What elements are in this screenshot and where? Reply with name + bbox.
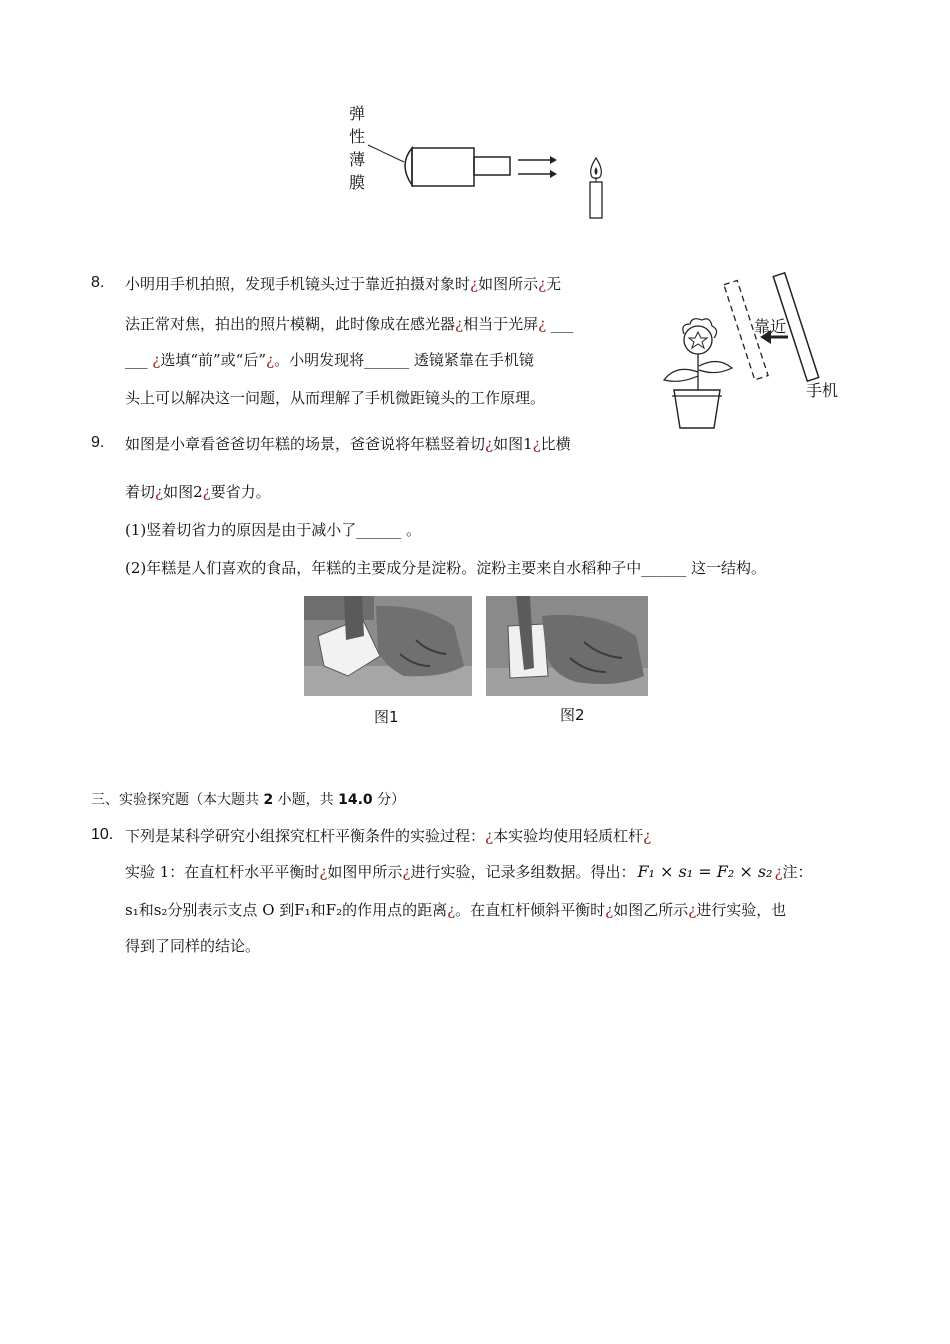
elastic-film [405, 148, 412, 185]
cutting-photo-2 [486, 596, 648, 696]
film-pointer-line [368, 145, 404, 162]
film-device-figure [360, 140, 620, 225]
q10-line: 实验 1：在直杠杆水平平衡时¿如图甲所示¿进行实验，记录多组数据。得出： F₁ × s₁ = F₂ × s₂ ¿注： [125, 862, 813, 881]
q9-line: 如图是小章看爸爸切年糕的场景，爸爸说将年糕竖着切¿如图1¿比横 [125, 435, 571, 453]
near-label: 靠近 [754, 317, 787, 336]
q8-line: 法正常对焦，拍出的照片模糊，此时像成在感光器¿相当于光屏¿ ___ [125, 315, 574, 333]
q10-line: 得到了同样的结论。 [125, 937, 261, 955]
q10-line: s₁和s₂分别表示支点 O 到F₁和F₂的作用点的距离¿。在直杠杆倾斜平衡时¿如图乙所示¿进行实验，也 [125, 901, 787, 919]
question-count: 2 [263, 792, 274, 808]
section-3-heading: 三、实验探究题（本大题共 2 小题，共 14.0 分） [91, 792, 406, 808]
figure-2-label: 图2 [560, 706, 585, 724]
film-label-char: 性 [348, 127, 365, 146]
leaf [664, 369, 698, 381]
film-label-char: 薄 [348, 150, 365, 169]
balance-formula: F₁ × s₁ = F₂ × s₂ [637, 862, 773, 881]
film-label-char: 膜 [348, 173, 365, 192]
leaf [699, 361, 732, 372]
film-label-char: 弹 [348, 104, 365, 123]
q10-number: 10. [91, 826, 114, 843]
q9-line: 着切¿如图2¿要省力。 [125, 483, 271, 501]
knife [344, 596, 364, 640]
q8-line: ___ ¿选填“前”或“后”¿。小明发现将______ 透镜紧靠在手机镜 [125, 351, 534, 369]
device-nozzle [474, 157, 510, 175]
q8-line: 小明用手机拍照，发现手机镜头过于靠近拍摄对象时¿如图所示¿无 [125, 275, 562, 293]
q9-subquestion: (2)年糕是人们喜欢的食品，年糕的主要成分是淀粉。淀粉主要来自水稻种子中______ 这一结构。 [125, 559, 767, 577]
q9-number: 9. [91, 434, 105, 451]
q8-number: 8. [91, 274, 105, 291]
phone-flower-figure [656, 272, 856, 434]
candle-body [590, 182, 602, 218]
q8-line: 头上可以解决这一问题，从而理解了手机微距镜头的工作原理。 [125, 389, 546, 407]
figure-1-label: 图1 [374, 708, 399, 726]
flower-head [684, 326, 712, 354]
phone-label: 手机 [806, 381, 839, 400]
q9-subquestion: (1)竖着切省力的原因是由于减小了______ 。 [125, 521, 422, 539]
q10-line: 下列是某科学研究小组探究杠杆平衡条件的实验过程：¿本实验均使用轻质杠杆¿ [125, 827, 652, 845]
section-score: 14.0 [338, 792, 373, 808]
cutting-photo-1 [304, 596, 472, 696]
device-body [412, 148, 474, 186]
